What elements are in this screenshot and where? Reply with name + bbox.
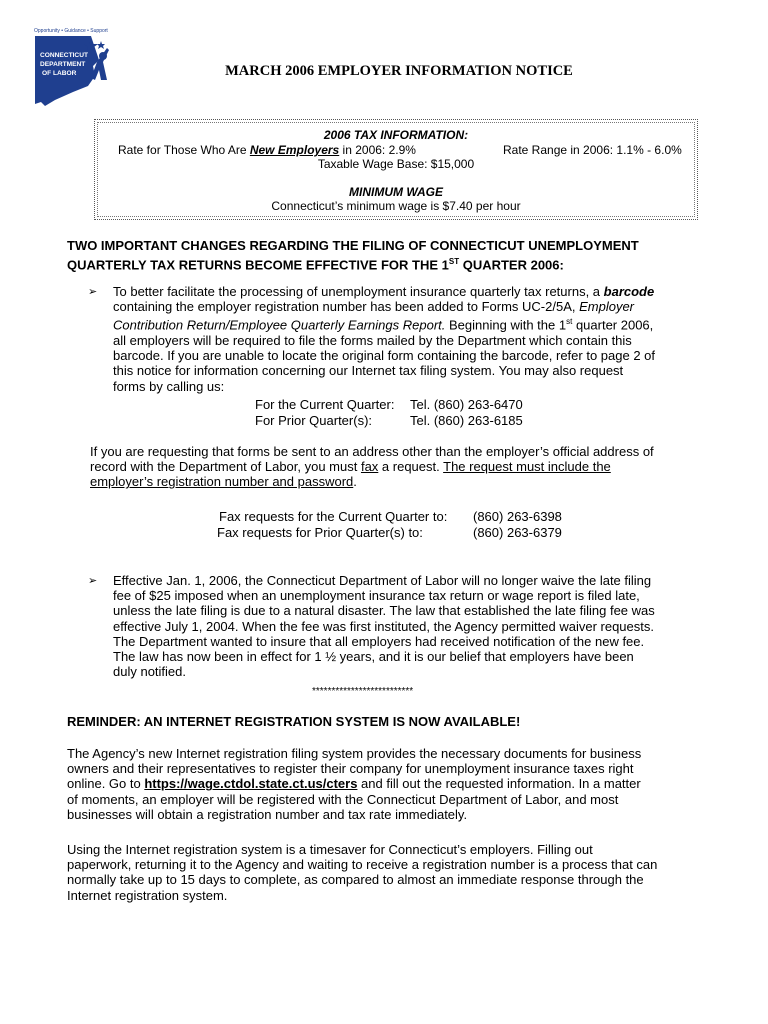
bullet-arrow-icon: ➢ [88,286,98,298]
section-heading-reminder: REMINDER: AN INTERNET REGISTRATION SYSTEM IS NOW AVAILABLE! [67,714,521,729]
logo-line3: OF LABOR [42,70,77,77]
timesaver-paragraph: Using the Internet registration system is a timesaver for Connecticut’s employers. Filling out paperwork, returning it to the Agency and waiting to receive a registration number is a process that can normally take up to 15 days to complete, as compared to almost an immediate response through the Internet registration system. [67,842,658,903]
registration-link[interactable]: https://wage.ctdol.state.ct.us/cters [144,776,358,792]
logo-tagline: Opportunity • Guidance • Support [34,28,108,34]
bullet-arrow-icon-2: ➢ [88,575,98,587]
star-icon-small [97,41,105,49]
fax-current-number: (860) 263-6398 [473,509,562,524]
internet-registration-paragraph: The Agency’s new Internet registration filing system provides the necessary documents for business owners and their representatives to register their company for unemployment insurance taxes right online. Go to https://wage.ctdol.state.ct.us/cters and fill out the requested information. In a matter of moments, an employer will be registered with the Connecticut Department of Labor, and most businesses will obtain a registration number and tax rate immediately. [67,746,642,822]
bullet-2-paragraph: Effective Jan. 1, 2006, the Connecticut Department of Labor will no longer waive the late filing fee of $25 imposed when an unemployment insurance tax return or wage report is filed late, unless the late filing is due to a natural disaster. The law that established the late filing fee was effective July 1, 2004. When the fee was first instituted, the Agency permitted waiver requests. The Department wanted to insure that all employers had received notification of the new fee. The law has now been in effect for 1 ½ years, and it is our belief that employers have been duly notified. [113,573,655,680]
logo-line1: CONNECTICUT [40,52,88,59]
page-title: MARCH 2006 EMPLOYER INFORMATION NOTICE [225,63,573,79]
phone-prior-number: Tel. (860) 263-6185 [410,413,523,428]
logo-line2: DEPARTMENT [40,61,86,68]
minimum-wage-text: Connecticut’s minimum wage is $7.40 per hour [271,199,521,213]
taxable-wage-base: Taxable Wage Base: $15,000 [317,157,475,171]
fax-request-paragraph: If you are requesting that forms be sent to an address other than the employer’s official address of record with the Department of Labor, you must fax a request. The request must include the employer’s registration number and password. [90,444,654,490]
new-employers-emphasis: New Employers [249,143,340,157]
phone-current-label: For the Current Quarter: [255,397,395,412]
phone-prior-label: For Prior Quarter(s): [255,413,373,428]
star-divider: ************************** [312,686,414,697]
fax-prior-label: Fax requests for Prior Quarter(s) to: [217,525,423,540]
section-heading-line2: QUARTERLY TAX RETURNS BECOME EFFECTIVE FOR THE 1ST QUARTER 2006: [67,257,564,273]
bullet-1-paragraph: To better facilitate the processing of unemployment insurance quarterly tax returns, a barcode containing the employer registration number has been added to Forms UC-2/5A, Employer Contribution Return/Employee Quarterly Earnings Report. Beginning with the 1st quarter 2006, all employers will be required to file the forms mailed by the Department which contain this barcode. If you are unable to locate the original form containing the barcode, refer to page 2 of this notice for information concerning our Internet tax filing system. You may also request forms by calling us: [113,284,656,394]
tax-information-box [94,119,698,220]
tax-info-heading: 2006 TAX INFORMATION: [323,128,469,142]
phone-current-number: Tel. (860) 263-6470 [410,397,523,412]
fax-current-label: Fax requests for the Current Quarter to: [219,509,448,524]
rate-range: Rate Range in 2006: 1.1% - 6.0% [503,143,682,157]
barcode-emphasis: barcode [603,284,655,299]
section-heading-changes [67,238,697,273]
minimum-wage-heading: MINIMUM WAGE [349,185,443,199]
section-heading-line1: TWO IMPORTANT CHANGES REGARDING THE FILING OF CONNECTICUT UNEMPLOYMENT [67,238,639,253]
new-employer-rate: Rate for Those Who Are New Employers in 2006: 2.9% [118,143,416,157]
fax-prior-number: (860) 263-6379 [473,525,562,540]
